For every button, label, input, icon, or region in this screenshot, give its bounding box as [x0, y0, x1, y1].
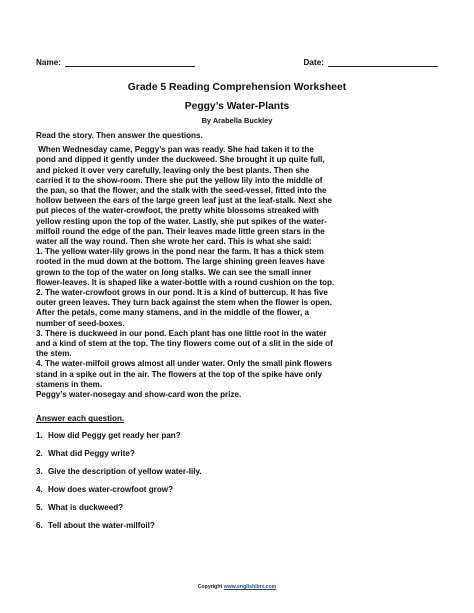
- body-text: [36, 131, 438, 539]
- instructions: Read the story. Then answer the questions.: [36, 131, 203, 140]
- story-line: the stem.: [36, 349, 72, 359]
- header-row: [36, 58, 438, 67]
- question-number: 2.: [36, 449, 43, 459]
- question-number: 6.: [36, 521, 43, 531]
- question-list: [36, 431, 438, 531]
- story-title: Peggy’s Water-Plants: [184, 101, 290, 112]
- story-line: 3. There is duckweed in our pond. Each plant has one little root in the water: [36, 328, 327, 338]
- question-text: What did Peggy write?: [48, 449, 135, 459]
- story-line: Peggy’s water-nosegay and show-card won the prize.: [36, 390, 242, 400]
- question-item: [36, 431, 438, 441]
- story-line: and picked it over very carefully, leaving only the best plants. Then she: [36, 165, 310, 175]
- story-line: 1. The yellow water-lily grows in the pond near the farm. It has a thick stem: [36, 247, 324, 257]
- date-label: Date:: [303, 58, 324, 67]
- story-line: 2. The water-crowfoot grows in our pond. It is a kind of buttercup. It has five: [36, 288, 328, 298]
- question-text: Give the description of yellow water-lily.: [48, 467, 202, 477]
- story-line: and a kind of stem at the top. The tiny flowers come out of a slit in the side of: [36, 339, 333, 349]
- story-line: carried it to the show-room. There she put the yellow lily into the middle of: [36, 175, 323, 185]
- question-text: Tell about the water-milfoil?: [48, 521, 155, 531]
- story-author: By Arabella Buckley: [201, 116, 273, 125]
- date-blank-line: [328, 58, 438, 67]
- story-line: the pan, so that the flower, and the stalk with the seed-vessel, fitted into the: [36, 186, 327, 196]
- name-label: Name:: [36, 58, 62, 67]
- question-number: 1.: [36, 431, 43, 441]
- story-line: grown to the top of the water on long stalks. We can see the small inner: [36, 267, 312, 277]
- title-block: [0, 80, 474, 126]
- question-item: [36, 503, 438, 513]
- question-text: How did Peggy get ready her pan?: [48, 431, 181, 441]
- website-link[interactable]: www.englishlinx.com: [223, 584, 277, 590]
- question-item: [36, 485, 438, 495]
- question-number: 4.: [36, 485, 43, 495]
- story-line: flower-leaves. It is shaped like a water-bottle with a round cushion on the top.: [36, 277, 335, 287]
- story-line: milfoil round the edge of the pan. Their leaves made little green stars in the: [36, 226, 325, 236]
- question-number: 5.: [36, 503, 43, 513]
- question-item: [36, 467, 438, 477]
- story-line: hollow between the ears of the large green leaf just at the leaf-stalk. Next she: [36, 196, 332, 206]
- story-line: yellow resting upon the top of the water. Lastly, she put spikes of the water-: [36, 216, 327, 226]
- story-line: pond and dipped it gently under the duckweed. She brought it up quite full,: [36, 155, 325, 165]
- footer: [0, 584, 474, 590]
- story-line: stand in a spike out in the air. The flowers at the top of the spike have only: [36, 369, 323, 379]
- story-line: rooted in the mud down at the bottom. The large shining green leaves have: [36, 257, 325, 267]
- copyright-label: Copyright: [197, 584, 223, 590]
- story-line: put pieces of the water-crowfoot, the pretty white blossoms streaked with: [36, 206, 319, 216]
- question-text: How does water-crowfoot grow?: [48, 485, 174, 495]
- date-field: [304, 58, 438, 67]
- story-line: 4. The water-milfoil grows almost all under water. Only the small pink flowers: [36, 359, 332, 369]
- question-item: [36, 521, 438, 531]
- question-text: What is duckweed?: [48, 503, 124, 513]
- story-line: outer green leaves. They turn back against the stem when the flower is open.: [36, 298, 332, 308]
- story-passage: [36, 145, 438, 400]
- worksheet-title: Grade 5 Reading Comprehension Worksheet: [127, 82, 347, 93]
- story-line: After the petals, come many stamens, and in the middle of the flower, a: [36, 308, 310, 318]
- story-line: water all the way round. Then she wrote her card. This is what she said:: [36, 237, 312, 247]
- name-field: [36, 58, 195, 67]
- story-line: stamens in them.: [36, 379, 103, 389]
- answer-heading: Answer each question.: [36, 414, 125, 424]
- name-blank-line: [65, 58, 195, 67]
- question-item: [36, 449, 438, 459]
- question-number: 3.: [36, 467, 43, 477]
- story-line: When Wednesday came, Peggy’s pan was ready. She had taken it to the: [36, 145, 314, 155]
- story-line: number of seed-boxes.: [36, 318, 125, 328]
